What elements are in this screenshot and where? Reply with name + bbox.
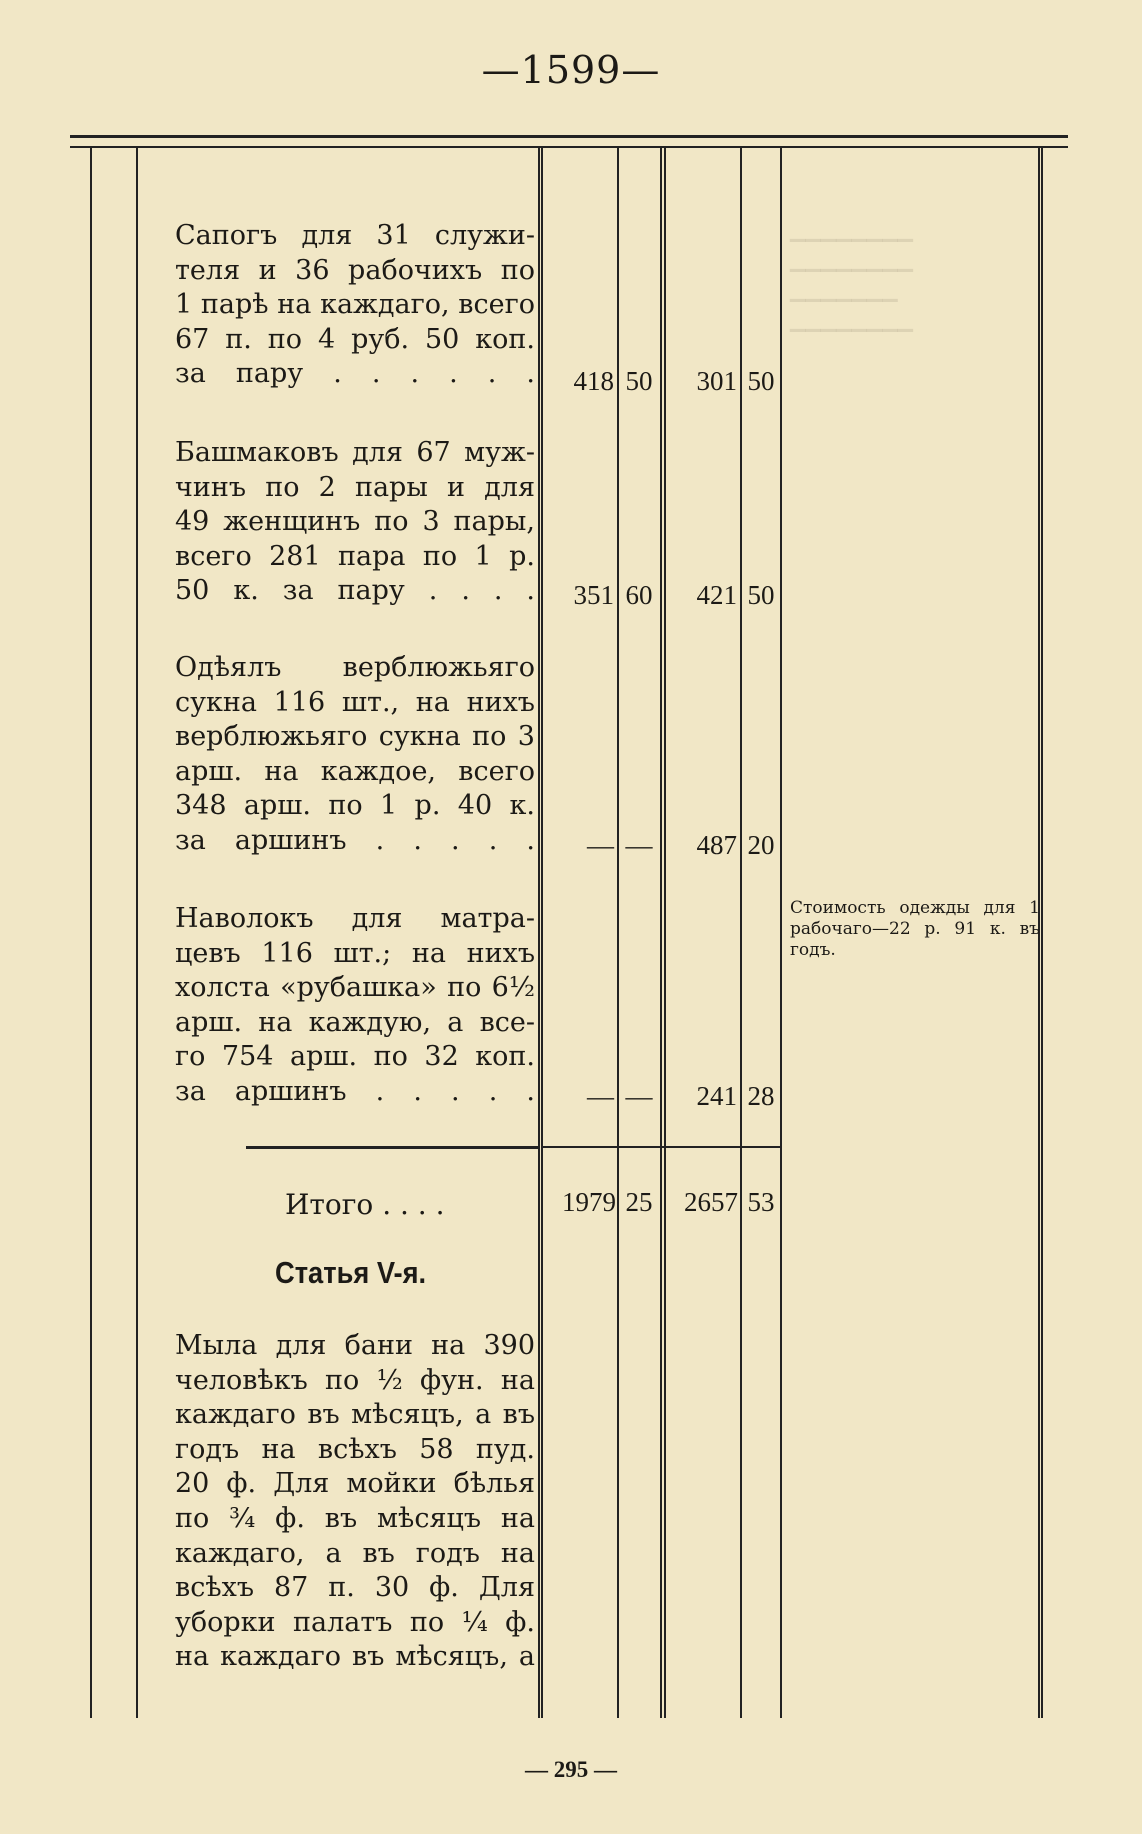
entry-blankets-col2-kop: 20 — [747, 830, 775, 860]
total-col2-kop: 53 — [747, 1187, 775, 1217]
entry-line: цевъ 116 шт.; на нихъ — [175, 937, 535, 969]
table-border-right — [1041, 148, 1043, 1718]
section-line: Мыла для бани на 390 — [175, 1330, 535, 1361]
entry-mattress-covers — [175, 902, 535, 1110]
entry-line-last: за пару . . . . . . — [175, 358, 535, 390]
total-col1-kop: 25 — [625, 1187, 653, 1217]
table-column-line — [617, 148, 619, 1718]
table-column-line — [538, 148, 540, 1718]
entry-line: 1 парѣ на каждаго, всего — [175, 289, 535, 321]
section-heading: Статья V-я. — [275, 1255, 427, 1290]
entry-boots — [175, 219, 535, 392]
entry-blankets-col1-kop: — — [625, 830, 653, 860]
entry-blankets — [175, 651, 535, 859]
table-column-line — [780, 148, 782, 1718]
entry-line-last: за аршинъ . . . . . — [175, 824, 535, 856]
entry-line: сукна 116 шт., на нихъ — [175, 686, 535, 718]
entry-boots-col1-rub: 418 — [573, 366, 614, 396]
total-rule-amounts — [541, 1146, 780, 1148]
table-column-line — [136, 148, 138, 1718]
page-header-number: —1599— — [481, 48, 661, 92]
entry-mattress-col2-kop: 28 — [747, 1081, 775, 1111]
entry-mattress-col1-kop: — — [625, 1081, 653, 1111]
table-column-line — [660, 148, 662, 1718]
top-rule-thick — [70, 135, 1068, 138]
section-line: каждаго въ мѣсяцъ, а въ — [175, 1399, 535, 1431]
section-line: человѣкъ по ½ фун. на — [175, 1364, 535, 1396]
entry-line: го 754 арш. по 32 коп. — [175, 1041, 535, 1073]
bleed-through-decoration: ▁▁▁▁▁▁▁▁ ▁▁▁▁▁▁▁▁ ▁▁▁▁▁▁▁ ▁▁▁▁▁▁▁▁ — [790, 218, 914, 332]
entry-boots-col1-kop: 50 — [625, 366, 653, 396]
entry-line: верблюжьяго сукна по 3 — [175, 721, 535, 753]
entry-shoes-col2-rub: 421 — [696, 580, 737, 610]
total-rule — [246, 1146, 538, 1149]
entry-line: 67 п. по 4 руб. 50 коп. — [175, 323, 535, 355]
entry-blankets-col1-rub: — — [587, 830, 614, 860]
section-line: на каждаго въ мѣсяцъ, а — [175, 1641, 535, 1673]
entry-line: Одѣялъ верблюжьяго — [175, 652, 535, 683]
entry-line: 348 арш. по 1 р. 40 к. — [175, 790, 535, 822]
entry-boots-col2-kop: 50 — [747, 366, 775, 396]
section-line: 20 ф. Для мойки бѣлья — [175, 1468, 535, 1500]
total-col2-rub: 2657 — [684, 1187, 738, 1217]
entry-shoes-col2-kop: 50 — [747, 580, 775, 610]
side-note: Стоимость одежды для 1 рабочаго—22 р. 91 к. въ годъ. — [790, 898, 1040, 960]
entry-line: Сапогъ для 31 служи- — [175, 220, 535, 251]
section-line: уборки палатъ по ¼ ф. — [175, 1606, 535, 1638]
entry-blankets-col2-rub: 487 — [696, 830, 737, 860]
total-col1-rub: 1979 — [562, 1187, 616, 1217]
page-footer-number: — 295 — — [525, 1757, 617, 1782]
entry-shoes — [175, 436, 535, 609]
entry-line-last: за аршинъ . . . . . — [175, 1075, 535, 1107]
entry-line: Башмаковъ для 67 муж- — [175, 437, 535, 468]
entry-mattress-col1-rub: — — [587, 1081, 614, 1111]
section-line: всѣхъ 87 п. 30 ф. Для — [175, 1572, 535, 1604]
top-rule-thin — [70, 146, 1068, 148]
entry-shoes-col1-kop: 60 — [625, 580, 653, 610]
entry-boots-col2-rub: 301 — [696, 366, 737, 396]
entry-line: всего 281 пара по 1 р. — [175, 540, 535, 572]
section-line: годъ на всѣхъ 58 пуд. — [175, 1433, 535, 1465]
entry-line: холста «рубашка» по 6½ — [175, 972, 535, 1004]
total-label: Итого . . . . — [285, 1188, 445, 1221]
entry-line-last: 50 к. за пару . . . . — [175, 575, 535, 607]
entry-mattress-col2-rub: 241 — [696, 1081, 737, 1111]
entry-shoes-col1-rub: 351 — [573, 580, 614, 610]
table-border-left — [90, 148, 92, 1718]
entry-line: теля и 36 рабочихъ по — [175, 254, 535, 286]
section-body — [175, 1329, 535, 1675]
entry-line: 49 женщинъ по 3 пары, — [175, 506, 535, 538]
entry-line: арш. на каждую, a все- — [175, 1006, 535, 1038]
entry-line: Наволокъ для матра- — [175, 903, 535, 934]
entry-line: чинъ по 2 пары и для — [175, 471, 535, 503]
section-line: по ¾ ф. въ мѣсяцъ на — [175, 1502, 535, 1534]
entry-line: арш. на каждое, всего — [175, 755, 535, 787]
section-line: каждаго, а въ годъ на — [175, 1537, 535, 1569]
